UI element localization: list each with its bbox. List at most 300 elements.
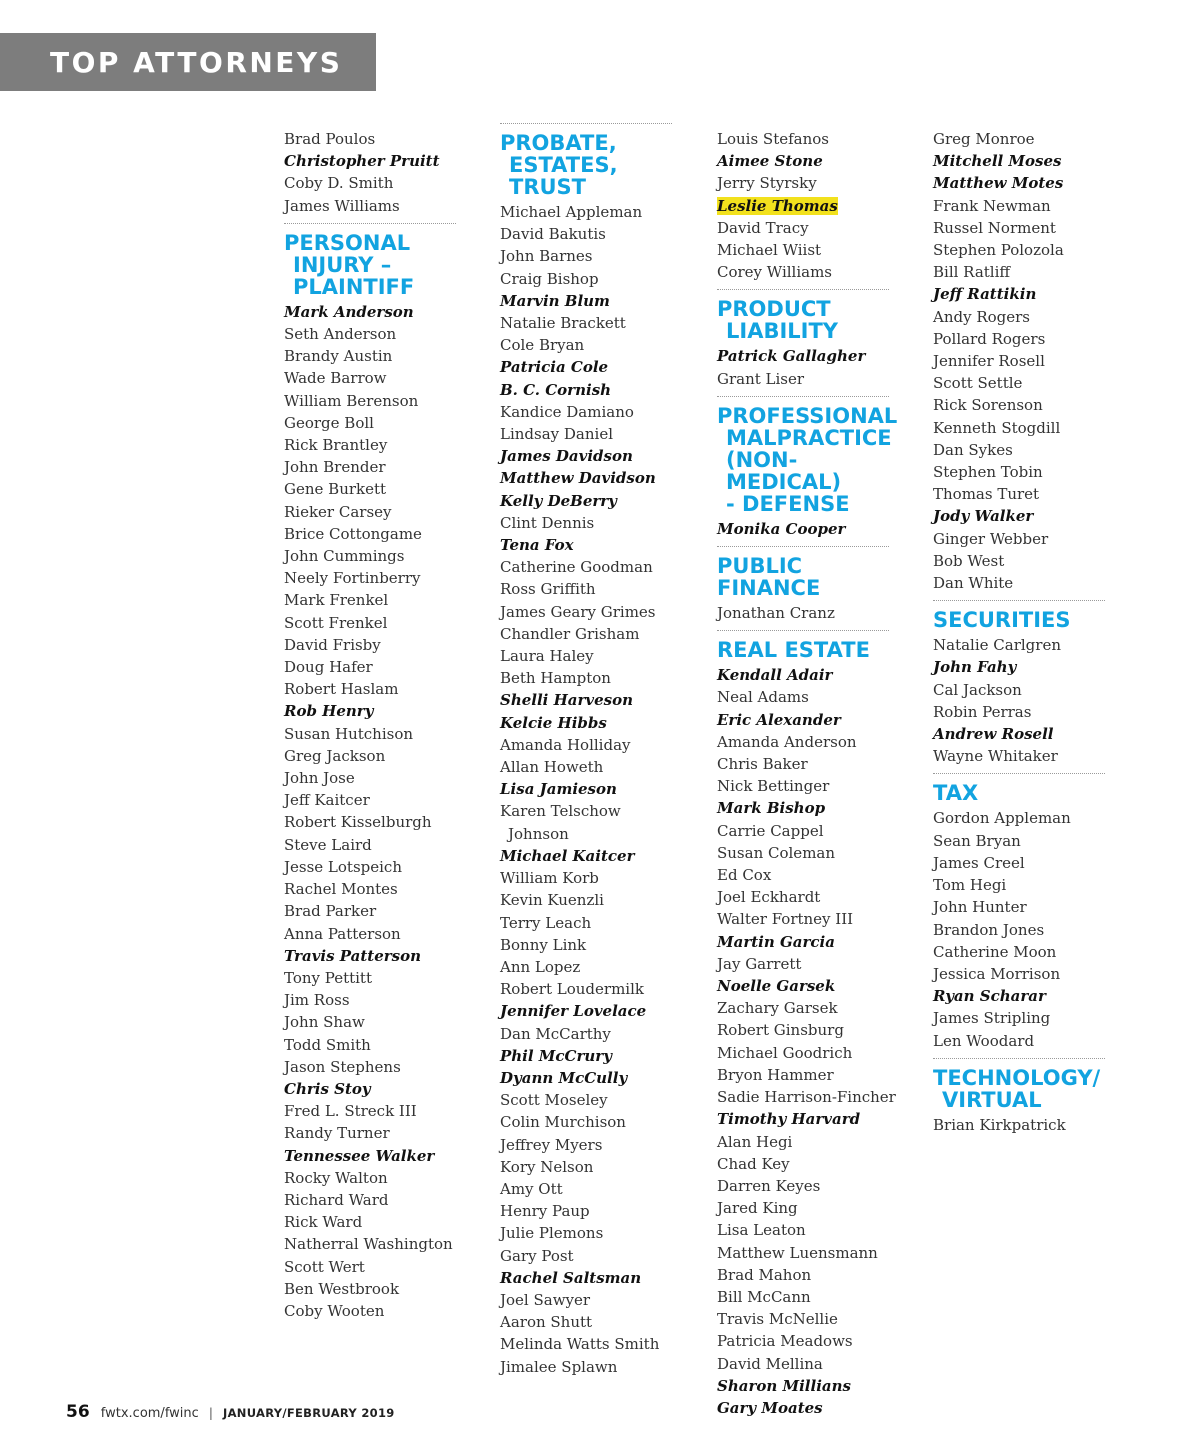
attorney-name-text: Mark Frenkel (284, 591, 389, 610)
attorney-name (933, 505, 1105, 527)
attorney-name-text: John Jose (284, 769, 355, 788)
attorney-name-text: Rachel Saltsman (500, 1268, 642, 1287)
attorney-name-text: Leslie Thomas (717, 196, 838, 215)
attorney-name-text: Wade Barrow (284, 369, 387, 388)
attorney-name-text: Henry Paup (500, 1202, 590, 1221)
attorney-name-text: Ginger Webber (933, 529, 1049, 548)
attorney-name-text: Greg Monroe (933, 130, 1035, 148)
attorney-name-text: Christopher Pruitt (284, 152, 440, 171)
attorney-name-text: Tom Hegi (933, 876, 1007, 895)
attorney-name-text: John Cummings (284, 547, 405, 566)
attorney-name (933, 394, 1105, 416)
attorney-name (717, 195, 889, 217)
attorney-name-text: Tennessee Walker (284, 1146, 435, 1165)
attorney-name (284, 323, 456, 345)
attorney-name (933, 483, 1105, 505)
attorney-name-text: Terry Leach (500, 913, 592, 932)
attorney-name (284, 1300, 456, 1322)
attorney-name (500, 845, 672, 867)
section-heading (284, 232, 456, 298)
attorney-name-text: Sharon Millians (717, 1376, 851, 1395)
column-1 (284, 128, 456, 1322)
attorney-name (500, 1089, 672, 1111)
attorney-name (717, 975, 889, 997)
attorney-name-text: Ben Westbrook (284, 1279, 400, 1298)
attorney-name-text: Catherine Moon (933, 942, 1057, 961)
attorney-name (933, 896, 1105, 918)
attorney-name (717, 953, 889, 975)
section-heading (717, 639, 889, 661)
attorney-name (284, 945, 456, 967)
attorney-name-text: Bryon Hammer (717, 1065, 834, 1084)
section-heading-line: TECHNOLOGY/ (933, 1065, 1101, 1090)
attorney-name-text: Gary Moates (717, 1398, 823, 1417)
attorney-name-text: Natherral Washington (284, 1235, 453, 1254)
attorney-name (933, 1030, 1105, 1052)
attorney-name-text: Thomas Turet (933, 485, 1040, 504)
section-heading (717, 555, 889, 599)
attorney-name (933, 350, 1105, 372)
attorney-name (933, 306, 1105, 328)
section-professional-malpractice-non-medical-defense (717, 396, 898, 540)
attorney-name (933, 528, 1105, 550)
attorney-name-text: Kandice Damiano (500, 402, 634, 421)
attorney-name-text: Laura Haley (500, 647, 594, 666)
attorney-name-text: Lindsay Daniel (500, 425, 614, 444)
attorney-name (717, 1153, 889, 1175)
attorney-name-text: Bob West (933, 551, 1005, 570)
section-continued (933, 128, 1105, 594)
attorney-name (933, 852, 1105, 874)
section-heading-line: PERSONAL (284, 230, 411, 255)
attorney-name (717, 150, 889, 172)
attorney-name (500, 423, 672, 445)
attorney-name-text: Fred L. Streck III (284, 1102, 417, 1121)
attorney-name-text: Ryan Scharar (933, 987, 1046, 1006)
column-3 (717, 128, 898, 1419)
attorney-name (500, 645, 672, 667)
column-4 (933, 128, 1105, 1136)
attorney-name-text: Kendall Adair (717, 666, 833, 685)
attorney-name (933, 283, 1105, 305)
attorney-name (284, 301, 456, 323)
attorney-name-text: Melinda Watts Smith (500, 1335, 660, 1354)
attorney-name-text: Gary Post (500, 1246, 574, 1265)
attorney-name-text: David Mellina (717, 1354, 823, 1373)
attorney-name (284, 172, 456, 194)
attorney-name-text: Timothy Harvard (717, 1110, 861, 1129)
attorney-name-text: Matthew Luensmann (717, 1243, 878, 1262)
attorney-name (933, 1007, 1105, 1029)
attorney-name-text: Joel Sawyer (500, 1290, 591, 1309)
attorney-name (284, 412, 456, 434)
attorney-name-text: Amanda Anderson (717, 732, 857, 751)
attorney-name (284, 878, 456, 900)
attorney-name-text: Rieker Carsey (284, 502, 392, 521)
attorney-name (500, 734, 672, 756)
attorney-name-text: Craig Bishop (500, 269, 599, 288)
attorney-name-text: Gene Burkett (284, 480, 387, 499)
attorney-name (284, 545, 456, 567)
attorney-name-text: Scott Moseley (500, 1091, 608, 1110)
attorney-name (284, 811, 456, 833)
attorney-name (717, 842, 889, 864)
attorney-name (933, 985, 1105, 1007)
attorney-name (500, 490, 672, 512)
attorney-name-text: Jeff Rattikin (933, 285, 1037, 304)
attorney-name (284, 634, 456, 656)
attorney-list (717, 664, 896, 1419)
attorney-name (933, 723, 1105, 745)
attorney-name-text: Rick Brantley (284, 436, 388, 455)
attorney-list (933, 807, 1105, 1051)
attorney-name (284, 456, 456, 478)
attorney-name-text: Robin Perras (933, 702, 1032, 721)
attorney-name (933, 679, 1105, 701)
attorney-name (284, 195, 456, 217)
attorney-name-text: Rob Henry (284, 702, 374, 721)
section-heading-line: REAL ESTATE (717, 638, 870, 663)
attorney-name-text: Chad Key (717, 1154, 790, 1173)
attorney-name (500, 889, 672, 911)
attorney-name (717, 886, 889, 908)
attorney-name (500, 1045, 672, 1067)
attorney-name (500, 1222, 672, 1244)
attorney-list (284, 301, 456, 1322)
section-heading-line: ESTATES, TRUST (509, 153, 618, 199)
attorney-name-text: John Fahy (933, 658, 1017, 677)
site-url: fwtx.com/fwinc (100, 1406, 199, 1421)
attorney-name (933, 634, 1105, 656)
attorney-name (284, 390, 456, 412)
attorney-name-text: David Frisby (284, 635, 381, 654)
attorney-name (933, 150, 1105, 172)
attorney-name (717, 709, 889, 731)
attorney-name (500, 1333, 672, 1355)
attorney-name (717, 820, 889, 842)
attorney-name-text: Carrie Cappel (717, 821, 824, 840)
attorney-name (284, 1278, 456, 1300)
attorney-name-text: Travis McNellie (717, 1310, 838, 1329)
attorney-name-text: Beth Hampton (500, 669, 611, 688)
attorney-name (717, 797, 889, 819)
attorney-name (284, 923, 456, 945)
attorney-name-text: Ross Griffith (500, 580, 596, 599)
attorney-name (717, 1108, 889, 1130)
attorney-name-text: James Geary Grimes (500, 602, 656, 621)
attorney-name-text: William Korb (500, 869, 599, 888)
section-personal-injury-plaintiff (284, 223, 456, 1322)
attorney-name (717, 368, 889, 390)
attorney-name-text: Jerry Styrsky (717, 174, 817, 193)
attorney-name (717, 1330, 889, 1352)
attorney-name-text: John Shaw (284, 1013, 365, 1032)
attorney-name-text: Martin Garcia (717, 932, 835, 951)
attorney-name-text: Len Woodard (933, 1031, 1035, 1050)
attorney-name-text: Michael Goodrich (717, 1043, 853, 1062)
attorney-name-text: Alan Hegi (717, 1132, 793, 1151)
attorney-name-text: Jennifer Rosell (933, 352, 1045, 371)
attorney-name-text: Julie Plemons (500, 1224, 604, 1243)
attorney-name (933, 328, 1105, 350)
attorney-name (284, 128, 456, 150)
attorney-name-text: Susan Coleman (717, 843, 836, 862)
attorney-name (500, 1200, 672, 1222)
attorney-name (284, 1078, 456, 1100)
attorney-name-text: Darren Keyes (717, 1176, 821, 1195)
attorney-name-text: James Creel (933, 853, 1025, 872)
attorney-name (284, 856, 456, 878)
attorney-name-text: Matthew Davidson (500, 469, 656, 488)
attorney-name (717, 931, 889, 953)
attorney-list (933, 634, 1105, 767)
attorney-name-text: Kevin Kuenzli (500, 891, 604, 910)
attorney-name (284, 1011, 456, 1033)
attorney-name (500, 201, 672, 223)
attorney-name (717, 1375, 889, 1397)
section-heading (500, 132, 672, 198)
attorney-name (284, 656, 456, 678)
attorney-name (717, 261, 889, 283)
attorney-name (933, 572, 1105, 594)
attorney-name-text: Brad Poulos (284, 130, 376, 148)
attorney-name (500, 867, 672, 889)
attorney-name-text: Michael Wiist (717, 241, 822, 260)
attorney-name (933, 439, 1105, 461)
attorney-name-text: Kelly DeBerry (500, 491, 617, 510)
attorney-name (284, 345, 456, 367)
attorney-name-text: David Tracy (717, 218, 809, 237)
attorney-name (717, 1264, 889, 1286)
attorney-name (284, 367, 456, 389)
attorney-name (500, 334, 672, 356)
attorney-name (284, 523, 456, 545)
attorney-name-text: Todd Smith (284, 1035, 371, 1054)
attorney-name-text: Chris Baker (717, 755, 808, 774)
attorney-name (717, 1397, 889, 1419)
attorney-name (284, 1100, 456, 1122)
attorney-name-text: Natalie Carlgren (933, 636, 1061, 655)
attorney-name (284, 678, 456, 700)
attorney-name-text: Matthew Motes (933, 174, 1064, 193)
attorney-list (933, 128, 1105, 594)
attorney-name-text: Dan McCarthy (500, 1024, 611, 1043)
attorney-name (500, 401, 672, 423)
attorney-name-text: Brice Cottongame (284, 524, 422, 543)
attorney-list (500, 201, 672, 1378)
attorney-name-text: Sean Bryan (933, 831, 1021, 850)
attorney-name-text: Neal Adams (717, 688, 809, 707)
attorney-name (284, 1189, 456, 1211)
attorney-name-text: Robert Ginsburg (717, 1021, 844, 1040)
page-footer (66, 1402, 395, 1422)
attorney-name (500, 556, 672, 578)
attorney-name-text: Kenneth Stogdill (933, 418, 1061, 437)
section-heading-line: TAX (933, 781, 979, 806)
attorney-name-text: Amy Ott (500, 1179, 563, 1198)
attorney-name-text: Scott Frenkel (284, 613, 388, 632)
section-continued (284, 128, 456, 217)
attorney-name (500, 1178, 672, 1200)
attorney-name-text: Jody Walker (933, 507, 1034, 526)
attorney-name-text: Chris Stoy (284, 1079, 371, 1098)
attorney-name-text: Steve Laird (284, 835, 372, 854)
attorney-name (500, 312, 672, 334)
attorney-name (717, 1042, 889, 1064)
section-heading-line: VIRTUAL (942, 1087, 1042, 1112)
attorney-name (500, 534, 672, 556)
attorney-name-text: Corey Williams (717, 263, 833, 282)
attorney-name-text: Ed Cox (717, 866, 772, 885)
attorney-name-text: Amanda Holliday (500, 735, 631, 754)
attorney-name-text: Gordon Appleman (933, 809, 1071, 828)
page-title: TOP ATTORNEYS (50, 46, 343, 79)
attorney-name (933, 261, 1105, 283)
attorney-name (500, 1000, 672, 1022)
attorney-name (284, 700, 456, 722)
attorney-name-text: B. C. Cornish (500, 380, 612, 399)
attorney-list (717, 345, 889, 389)
attorney-name-text: Bill McCann (717, 1287, 811, 1306)
attorney-name (500, 689, 672, 711)
attorney-name-text: Mark Anderson (284, 302, 414, 321)
attorney-name (284, 789, 456, 811)
attorney-list (933, 1114, 1105, 1136)
section-heading-line: PROBATE, (500, 131, 617, 155)
attorney-name (284, 478, 456, 500)
section-real-estate (717, 630, 896, 1419)
attorney-name-text: Randy Turner (284, 1124, 390, 1143)
attorney-name-text: Scott Settle (933, 374, 1023, 393)
section-heading (933, 1067, 1105, 1111)
attorney-name-text: Bill Ratliff (933, 263, 1011, 282)
section-heading-line: LIABILITY (726, 319, 838, 344)
attorney-name-text: Allan Howeth (500, 758, 604, 777)
attorney-name (717, 1286, 889, 1308)
attorney-name (933, 172, 1105, 194)
attorney-name-text: Jessica Morrison (933, 964, 1061, 983)
attorney-name (717, 686, 889, 708)
section-heading (933, 782, 1105, 804)
attorney-name-text: Marvin Blum (500, 291, 610, 310)
attorney-name (717, 128, 889, 150)
attorney-name-text: Doug Hafer (284, 658, 373, 677)
attorney-name (500, 601, 672, 623)
attorney-name (933, 239, 1105, 261)
attorney-name-text: Aimee Stone (717, 152, 823, 171)
attorney-name (284, 745, 456, 767)
attorney-name-text: Richard Ward (284, 1190, 389, 1209)
section-heading-line: PUBLIC FINANCE (717, 554, 821, 601)
attorney-name-text: Andy Rogers (933, 307, 1031, 326)
attorney-name-text: Aaron Shutt (500, 1313, 593, 1332)
attorney-name-text: Michael Kaitcer (500, 846, 635, 865)
attorney-name-text: Brad Mahon (717, 1265, 812, 1284)
attorney-name-text: Greg Jackson (284, 746, 386, 765)
attorney-name-text: Kelcie Hibbs (500, 713, 607, 732)
attorney-name (933, 417, 1105, 439)
attorney-name-text: Walter Fortney III (717, 910, 854, 929)
attorney-name (500, 978, 672, 1000)
attorney-name (500, 1023, 672, 1045)
attorney-name (284, 1122, 456, 1144)
attorney-name-text: Colin Murchison (500, 1113, 626, 1132)
attorney-name (500, 1289, 672, 1311)
section-heading-line: PRODUCT (717, 297, 831, 322)
attorney-name-text: William Berenson (284, 391, 419, 410)
attorney-name (500, 379, 672, 401)
attorney-name (933, 874, 1105, 896)
attorney-name (717, 602, 889, 624)
attorney-name-text: Jeff Kaitcer (284, 791, 370, 810)
attorney-name (500, 1067, 672, 1089)
attorney-name (717, 775, 889, 797)
section-heading-line: (NON-MEDICAL) (726, 447, 842, 494)
attorney-name-text: Susan Hutchison (284, 724, 414, 743)
attorney-name-text: Travis Patterson (284, 946, 422, 965)
attorney-name-text: John Hunter (933, 898, 1027, 917)
attorney-name-text: Russel Norment (933, 218, 1056, 237)
attorney-name-text: Brad Parker (284, 902, 377, 921)
attorney-name (284, 1233, 456, 1255)
attorney-name (284, 900, 456, 922)
attorney-name (500, 268, 672, 290)
attorney-name-text: Stephen Tobin (933, 463, 1043, 482)
attorney-name-text: Dan Sykes (933, 440, 1013, 459)
attorney-name-text: Dyann McCully (500, 1068, 628, 1087)
attorney-name (500, 934, 672, 956)
attorney-name (717, 908, 889, 930)
attorney-name (284, 1211, 456, 1233)
attorney-name (717, 1353, 889, 1375)
attorney-name (933, 919, 1105, 941)
attorney-name-text: Andrew Rosell (933, 725, 1054, 744)
attorney-name-text: Jimalee Splawn (500, 1357, 618, 1376)
section-heading-line: SECURITIES (933, 608, 1071, 633)
section-heading (717, 403, 898, 516)
attorney-name-text: David Bakutis (500, 225, 606, 244)
attorney-name-text: Brian Kirkpatrick (933, 1115, 1066, 1134)
attorney-name-text: Tony Pettitt (284, 968, 372, 987)
attorney-name (500, 290, 672, 312)
attorney-name (933, 963, 1105, 985)
attorney-name-text: Robert Haslam (284, 680, 399, 699)
section-heading-line: INJURY – (293, 252, 392, 277)
attorney-name-text: Patricia Cole (500, 358, 609, 377)
attorney-name (717, 172, 889, 194)
section-continued (717, 128, 889, 283)
attorney-name (717, 864, 889, 886)
attorney-name (500, 756, 672, 778)
attorney-name-text: James Williams (284, 196, 400, 215)
attorney-name-text: Jennifer Lovelace (500, 1002, 647, 1021)
attorney-name-text: Pollard Rogers (933, 329, 1046, 348)
attorney-name-text: Noelle Garsek (717, 977, 836, 996)
attorney-name (500, 1311, 672, 1333)
attorney-name-text: Jeffrey Myers (500, 1135, 603, 1154)
attorney-name (500, 223, 672, 245)
attorney-name (500, 912, 672, 934)
attorney-name (717, 997, 889, 1019)
section-banner (0, 33, 376, 91)
attorney-name-text: Rocky Walton (284, 1168, 388, 1187)
attorney-name (933, 550, 1105, 572)
attorney-name-text: Chandler Grisham (500, 624, 640, 643)
attorney-name (717, 1308, 889, 1330)
attorney-name-text: Joel Eckhardt (717, 888, 821, 907)
attorney-name-text: Cole Bryan (500, 336, 585, 355)
attorney-name (717, 1064, 889, 1086)
